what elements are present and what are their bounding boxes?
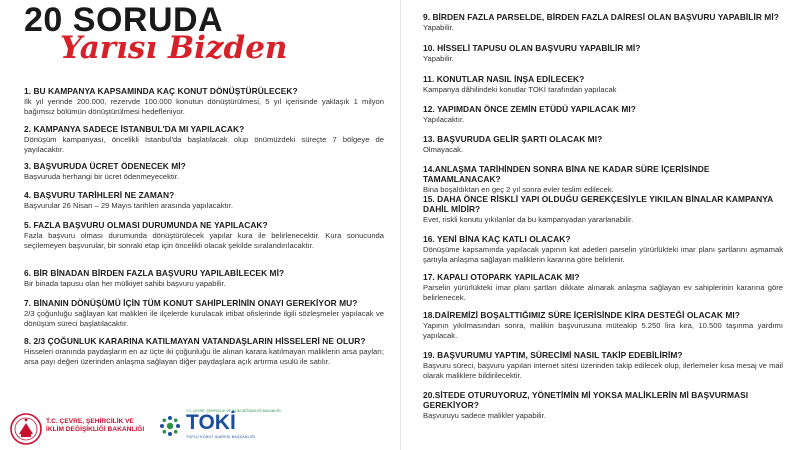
faq-item-7 bbox=[24, 298, 384, 328]
question: 8. 2/3 ÇOĞUNLUK KARARINA KATILMAYAN VATANDAŞLARIN HİSSELERİ NE OLUR? bbox=[24, 336, 366, 346]
answer: Bina boşaldıktan en geç 2 yıl sonra evler teslim edilecek. bbox=[423, 185, 614, 194]
answer: Yapabilir. bbox=[423, 54, 454, 63]
question: 16. YENİ BİNA KAÇ KATLI OLACAK? bbox=[423, 234, 571, 244]
faq-item-18 bbox=[423, 310, 783, 340]
question: 5. FAZLA BAŞVURU OLMASI DURUMUNDA NE YAPILACAK? bbox=[24, 220, 268, 230]
faq-item-16 bbox=[423, 234, 783, 264]
faq-item-3 bbox=[24, 161, 384, 182]
faq-item-1 bbox=[24, 86, 384, 116]
question: 2. KAMPANYA SADECE İSTANBUL'DA MI YAPILACAK? bbox=[24, 124, 245, 134]
question: 3. BAŞVURUDA ÜCRET ÖDENECEK Mİ? bbox=[24, 161, 186, 171]
faq-item-4 bbox=[24, 190, 384, 211]
ministry-line-1: T.C. ÇEVRE, ŞEHİRCİLİK VE bbox=[46, 418, 134, 425]
question: 15. DAHA ÖNCE RİSKLİ YAPI OLDUĞU GEREKÇESİYLE YIKILAN BİNALAR KAMPANYA DAHİL MİDİR? bbox=[423, 194, 773, 214]
faq-item-17 bbox=[423, 272, 783, 302]
answer: Dönüşüme kapsamında yapılacak yapının kat adetleri parselin yürürlükteki imar planı şartlarını aşmamak şartıyla anlaşma sağlayan maliklerin kararına göre belirlenir. bbox=[423, 245, 783, 264]
answer: Hisseleri oranında paydaşların en az üçte iki çoğunluğu ile alınan karara katılmayan maliklerin arsa payları; arsa payı değeri üzerinden anlaşma sağlayan diğer paydaşlara açık artırma usulü ile satılır. bbox=[24, 347, 384, 366]
faq-item-10 bbox=[423, 43, 783, 64]
footer-logos bbox=[0, 408, 400, 450]
faq-item-19 bbox=[423, 350, 783, 380]
question: 20.SİTEDE OTURUYORUZ, YÖNETİMİN Mİ YOKSA MALİKLERİN Mİ BAŞVURMASI GEREKİYOR? bbox=[423, 390, 749, 410]
answer: Yapının yıkılmasından sonra, malikin başvurusuna müteakip 5.250 lira kira, 10.500 taşınma yardımı yapılacak. bbox=[423, 321, 783, 340]
toki-wordmark: TOKİ bbox=[186, 411, 236, 434]
faq-item-14 bbox=[423, 164, 783, 195]
question: 12. YAPIMDAN ÖNCE ZEMİN ETÜDÜ YAPILACAK MI? bbox=[423, 104, 636, 114]
faq-item-15 bbox=[423, 194, 783, 225]
faq-item-11 bbox=[423, 74, 783, 95]
faq-item-5 bbox=[24, 220, 384, 250]
answer: Başvuruyu sadece malikler yapabilir. bbox=[423, 411, 546, 420]
question: 13. BAŞVURUDA GELİR ŞARTI OLACAK MI? bbox=[423, 134, 603, 144]
ministry-name bbox=[46, 418, 144, 434]
answer: Dönüşüm kampanyası, öncelikli İstanbul'da başlatılacak olup önümüzdeki süreçte 7 bölgeye de yayılacaktır. bbox=[24, 135, 384, 154]
faq-item-6 bbox=[24, 268, 384, 289]
answer: Evet, riskli konutu yıkılanlar da bu kampanyadan yararlanabilir. bbox=[423, 215, 634, 224]
question: 10. HİSSELİ TAPUSU OLAN BAŞVURU YAPABİLİR Mİ? bbox=[423, 43, 641, 53]
toki-emblem-icon bbox=[158, 414, 182, 438]
toki-subtitle: TOPLU KONUT İDARESİ BAŞKANLIĞI bbox=[186, 435, 256, 439]
answer: Başvuruda herhangi bir ücret ödenmeyecektir. bbox=[24, 172, 179, 181]
ministry-line-2: İKLİM DEĞİŞİKLİĞİ BAKANLIĞI bbox=[46, 426, 145, 433]
answer: Yapılacaktır. bbox=[423, 115, 465, 124]
question: 1. BU KAMPANYA KAPSAMINDA KAÇ KONUT DÖNÜŞTÜRÜLECEK? bbox=[24, 86, 298, 96]
answer: Olmayacak. bbox=[423, 145, 464, 154]
answer: Bir binada tapusu olan her mülkiyet sahibi başvuru yapabilir. bbox=[24, 279, 226, 288]
faq-item-13 bbox=[423, 134, 783, 155]
answer: Yapabilir. bbox=[423, 23, 454, 32]
question: 11. KONUTLAR NASIL İNŞA EDİLECEK? bbox=[423, 74, 585, 84]
answer: Kampanya dâhilindeki konutlar TOKİ tarafından yapılacak bbox=[423, 85, 617, 94]
question: 9. BİRDEN FAZLA PARSELDE, BİRDEN FAZLA DAİRESİ OLAN BAŞVURU YAPABİLİR Mİ? bbox=[423, 12, 779, 22]
title-line-2: Yarısı Bizden bbox=[60, 30, 288, 66]
faq-item-2 bbox=[24, 124, 384, 154]
question: 6. BİR BİNADAN BİRDEN FAZLA BAŞVURU YAPILABİLECEK Mİ? bbox=[24, 268, 285, 278]
answer: Başvuru süreci, başvuru yapılan internet sitesi üzerinden takip edilecek olup, ilerlemeler kısa mesaj ve mail olarak maliklere bildirilecektir. bbox=[423, 361, 783, 380]
question: 17. KAPALI OTOPARK YAPILACAK MI? bbox=[423, 272, 580, 282]
answer: İlk yıl yerinde 200.000, rezervde 100.000 konutun dönüştürülmesi, 5 yıl içerisinde yaklaşık 1 milyon bağımsız bölümün dönüştürülmesi hedefleniyor. bbox=[24, 97, 384, 116]
right-panel bbox=[400, 0, 800, 450]
answer: Fazla başvuru olması durumunda dönüştürülecek yapılar kura ile belirlenecektir. Kura sonucunda seçilemeyen başvurular, bir sonraki etap için öncelikli olacak şekilde sıralandırılacaktır. bbox=[24, 231, 384, 250]
answer: Parselin yürürlükteki imar planı şartları dikkate alınarak anlaşma sağlayan ev sahiplerinin kararına göre belirlenecek. bbox=[423, 283, 783, 302]
toki-ministry-caption: T.C. ÇEVRE, ŞEHİRCİLİK VE İKLİM DEĞİŞİKLİĞİ BAKANLIĞI bbox=[186, 409, 281, 413]
answer: 2/3 çoğunluğu sağlayan kat malikleri ile ilçelerde kurulacak irtibat ofislerinde ilgili sözleşmeler yapılacak ve dönüşüm süreci başlatılacaktır. bbox=[24, 309, 384, 328]
ministry-emblem-icon bbox=[10, 412, 42, 446]
faq-item-20 bbox=[423, 390, 783, 421]
answer: Başvurular 26 Nisan – 29 Mayıs tarihleri arasında yapılacaktır. bbox=[24, 201, 233, 210]
faq-item-12 bbox=[423, 104, 783, 125]
question: 7. BİNANIN DÖNÜŞÜMÜ İÇİN TÜM KONUT SAHİPLERİNİN ONAYI GEREKİYOR MU? bbox=[24, 298, 358, 308]
title-line-1: 20 SORUDA bbox=[24, 1, 224, 39]
question: 18.DAİREMİZİ BOŞALTTIĞIMIZ SÜRE İÇERİSİNDE KİRA DESTEĞİ OLACAK MI? bbox=[423, 310, 740, 320]
question: 4. BAŞVURU TARİHLERİ NE ZAMAN? bbox=[24, 190, 175, 200]
question: 19. BAŞVURUMU YAPTIM, SÜRECİMİ NASIL TAKİP EDEBİLİRİM? bbox=[423, 350, 683, 360]
question: 14.ANLAŞMA TARİHİNDEN SONRA BİNA NE KADAR SÜRE İÇERİSİNDE TAMAMLANACAK? bbox=[423, 164, 710, 184]
faq-item-9 bbox=[423, 12, 783, 33]
faq-item-8 bbox=[24, 336, 384, 366]
